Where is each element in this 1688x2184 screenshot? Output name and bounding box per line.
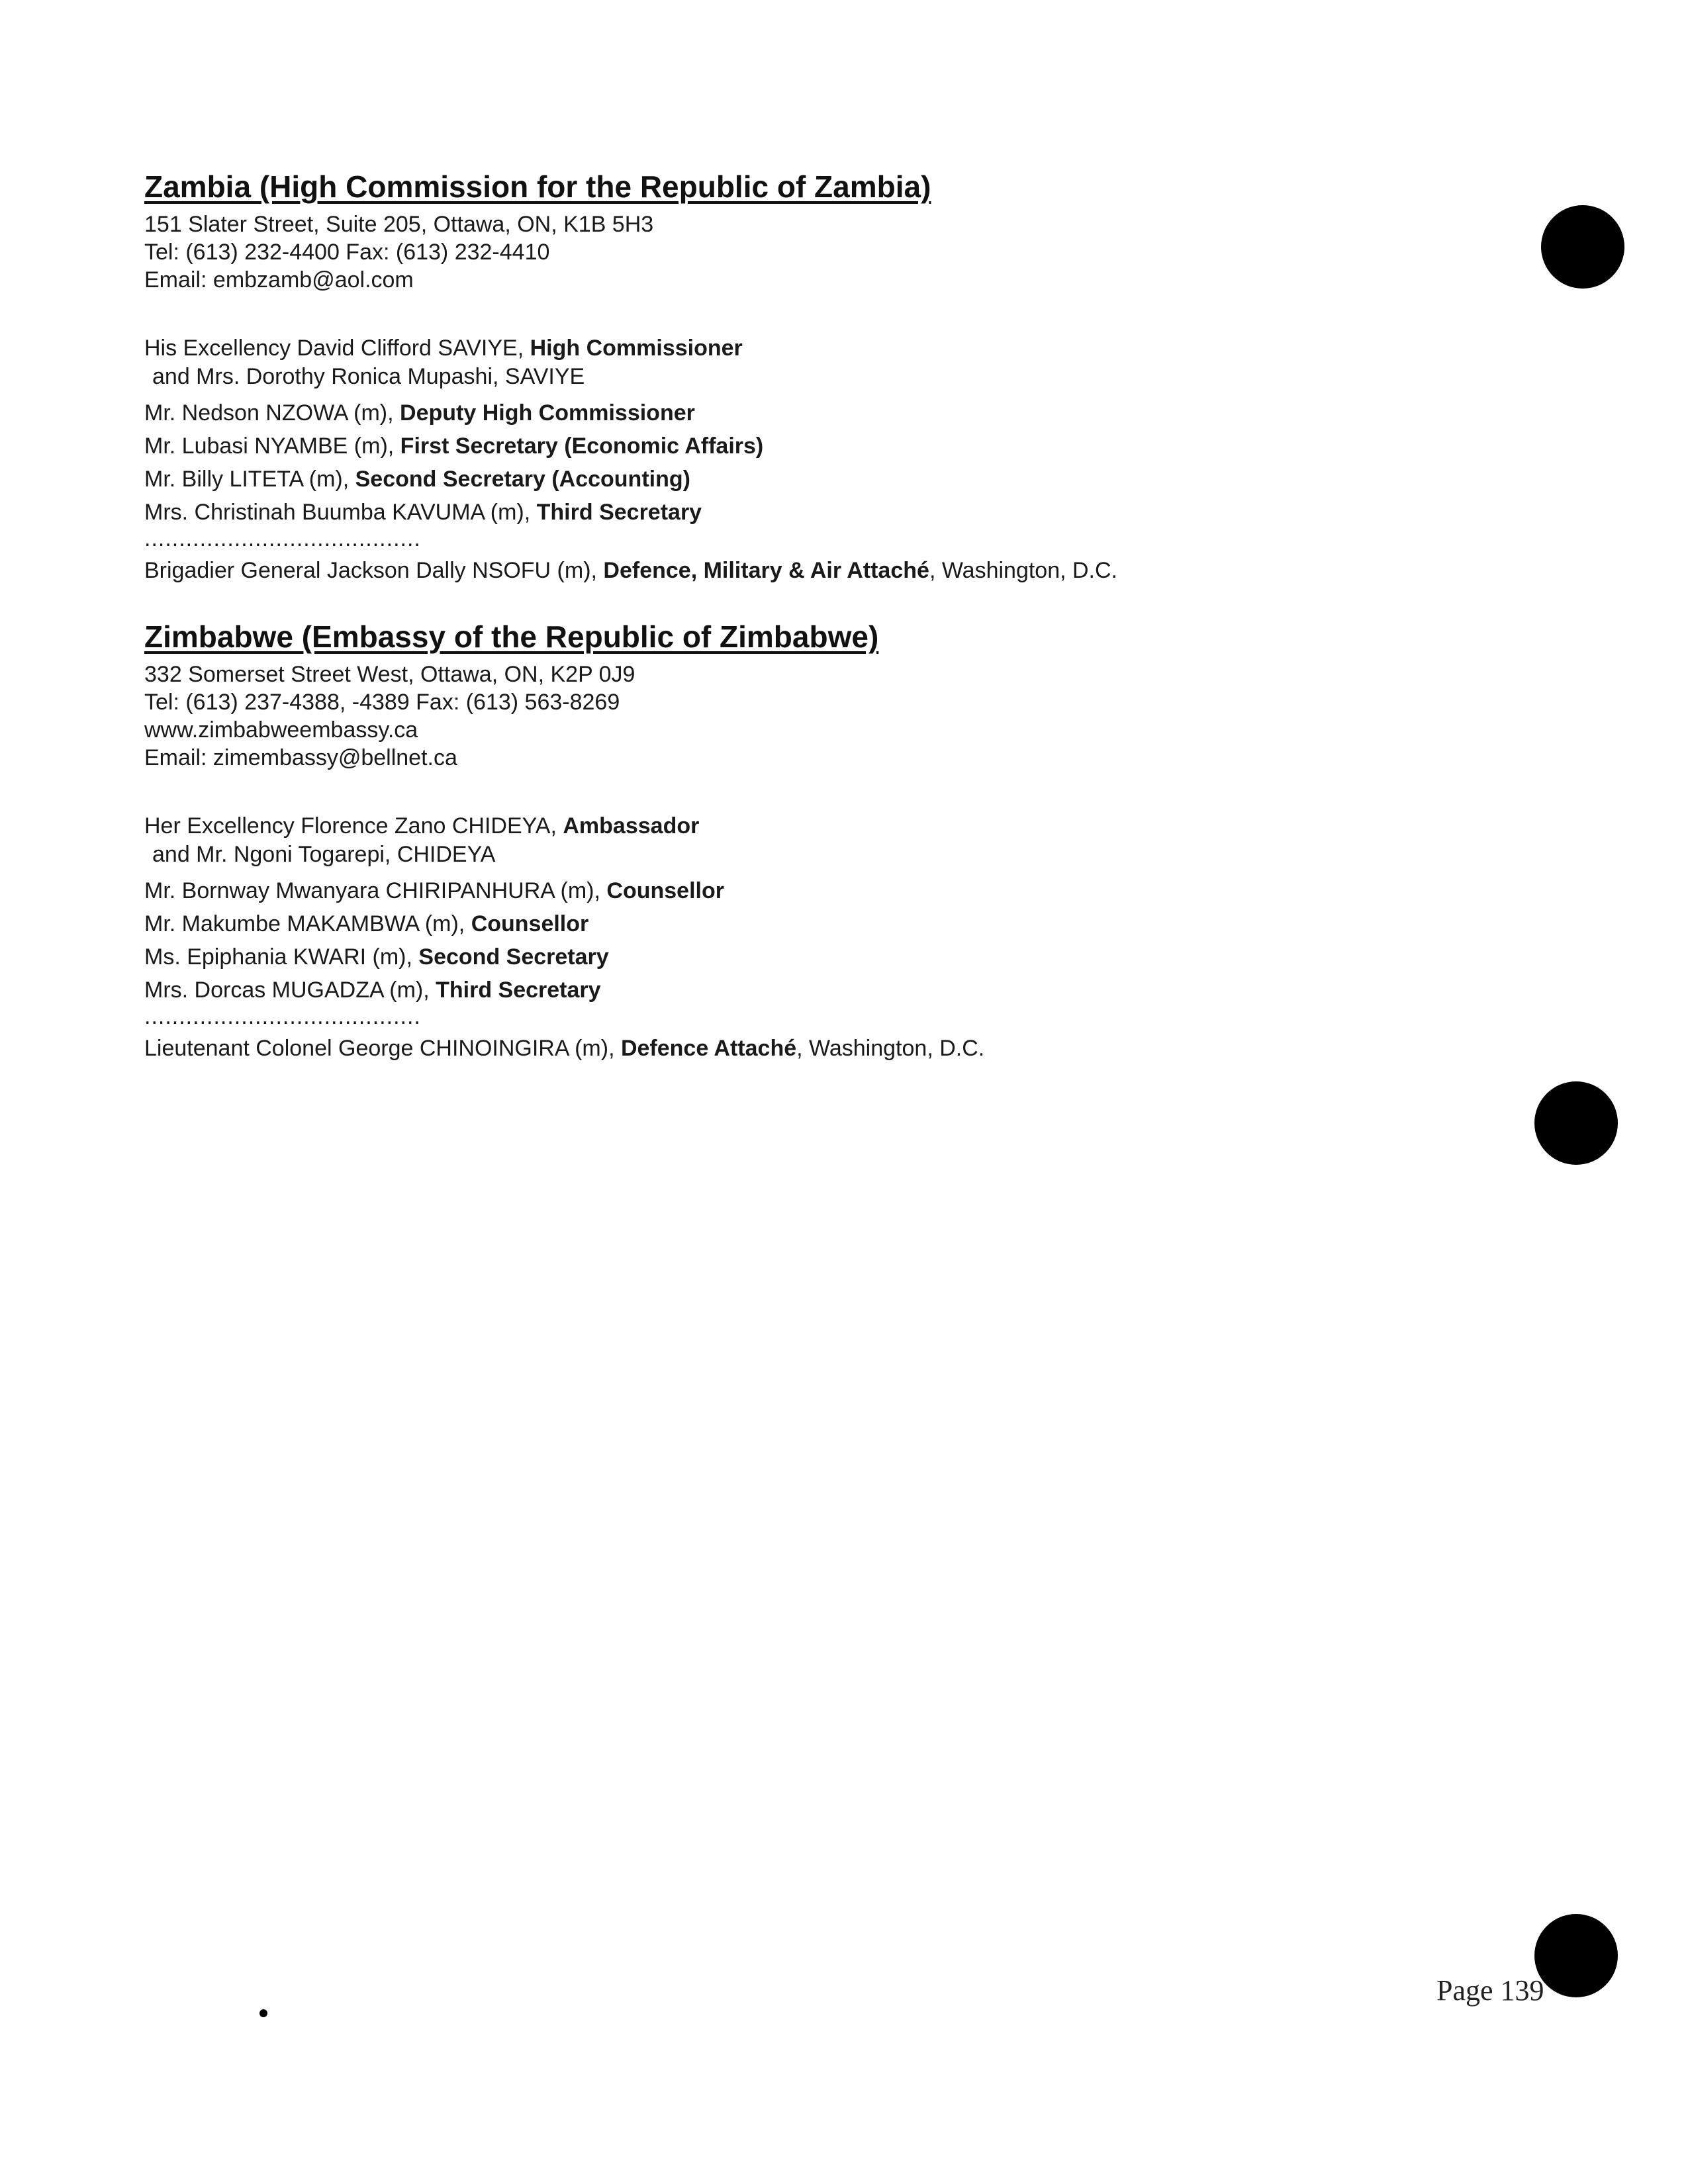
attache-entry bbox=[144, 556, 1402, 585]
email-line: Email: embzamb@aol.com bbox=[144, 267, 414, 293]
attache-entry bbox=[144, 1034, 1402, 1063]
person-title: Deputy High Commissioner bbox=[400, 400, 695, 426]
person-name: Her Excellency Florence Zano CHIDEYA, bbox=[144, 813, 563, 839]
section-zimbabwe bbox=[144, 617, 1402, 1067]
person-name: Mr. Makumbe MAKAMBWA (m), bbox=[144, 911, 471, 936]
spouse-line: and Mrs. Dorothy Ronica Mupashi, SAVIYE bbox=[152, 364, 585, 389]
website-line: www.zimbabweembassy.ca bbox=[144, 717, 418, 743]
person-title: First Secretary (Economic Affairs) bbox=[400, 433, 764, 459]
person-entry bbox=[144, 811, 1402, 841]
person-name: Mr. Billy LITETA (m), bbox=[144, 467, 355, 492]
person-entry bbox=[144, 498, 1402, 527]
person-title: Third Secretary bbox=[536, 500, 702, 525]
person-name: Mr. Bornway Mwanyara CHIRIPANHURA (m), bbox=[144, 878, 607, 903]
person-entry bbox=[144, 976, 1402, 1005]
person-name: Mr. Lubasi NYAMBE (m), bbox=[144, 433, 400, 459]
punch-hole-icon bbox=[1534, 1081, 1618, 1165]
spouse-line: and Mr. Ngoni Togarepi, CHIDEYA bbox=[152, 842, 496, 867]
scan-speck-icon bbox=[259, 2009, 267, 2017]
dotted-separator: ........................................ bbox=[144, 526, 421, 551]
person-title: Second Secretary bbox=[418, 944, 609, 970]
person-entry bbox=[144, 398, 1402, 428]
section-heading-zimbabwe: Zimbabwe (Embassy of the Republic of Zimbabwe) bbox=[144, 619, 879, 654]
address-line: 151 Slater Street, Suite 205, Ottawa, ON, K1B 5H3 bbox=[144, 212, 654, 237]
phone-fax-line: Tel: (613) 237-4388, -4389 Fax: (613) 563-8269 bbox=[144, 690, 620, 715]
email-line: Email: zimembassy@bellnet.ca bbox=[144, 745, 457, 770]
person-name: Brigadier General Jackson Dally NSOFU (m), bbox=[144, 558, 604, 583]
person-name: Lieutenant Colonel George CHINOINGIRA (m), bbox=[144, 1036, 621, 1061]
phone-fax-line: Tel: (613) 232-4400 Fax: (613) 232-4410 bbox=[144, 240, 550, 265]
address-line: 332 Somerset Street West, Ottawa, ON, K2P 0J9 bbox=[144, 662, 635, 687]
location-suffix: , Washington, D.C. bbox=[929, 558, 1118, 583]
person-entry bbox=[144, 432, 1402, 461]
punch-hole-icon bbox=[1534, 1914, 1618, 1997]
section-zambia bbox=[144, 167, 1402, 589]
person-name: His Excellency David Clifford SAVIYE, bbox=[144, 336, 530, 361]
person-entry bbox=[144, 876, 1402, 905]
person-title: Counsellor bbox=[471, 911, 589, 936]
person-title: Second Secretary (Accounting) bbox=[355, 467, 690, 492]
person-entry bbox=[144, 465, 1402, 494]
person-title: Counsellor bbox=[606, 878, 724, 903]
person-name: Ms. Epiphania KWARI (m), bbox=[144, 944, 419, 970]
section-heading-zambia: Zambia (High Commission for the Republic of Zambia) bbox=[144, 169, 931, 204]
page-number: Page 139 bbox=[1436, 1974, 1544, 2007]
person-title: Defence Attaché bbox=[620, 1036, 797, 1061]
dotted-separator: ........................................ bbox=[144, 1004, 421, 1029]
person-title: Third Secretary bbox=[436, 978, 601, 1003]
location-suffix: , Washington, D.C. bbox=[796, 1036, 985, 1061]
person-name: Mr. Nedson NZOWA (m), bbox=[144, 400, 400, 426]
person-name: Mrs. Dorcas MUGADZA (m), bbox=[144, 978, 436, 1003]
person-title: High Commissioner bbox=[530, 336, 743, 361]
person-entry bbox=[144, 942, 1402, 972]
person-name: Mrs. Christinah Buumba KAVUMA (m), bbox=[144, 500, 537, 525]
person-entry bbox=[144, 909, 1402, 938]
head-of-mission bbox=[144, 334, 1402, 390]
person-title: Defence, Military & Air Attaché bbox=[603, 558, 929, 583]
head-of-mission bbox=[144, 811, 1402, 868]
person-entry bbox=[144, 334, 1402, 363]
punch-hole-icon bbox=[1541, 205, 1624, 289]
person-title: Ambassador bbox=[563, 813, 700, 839]
